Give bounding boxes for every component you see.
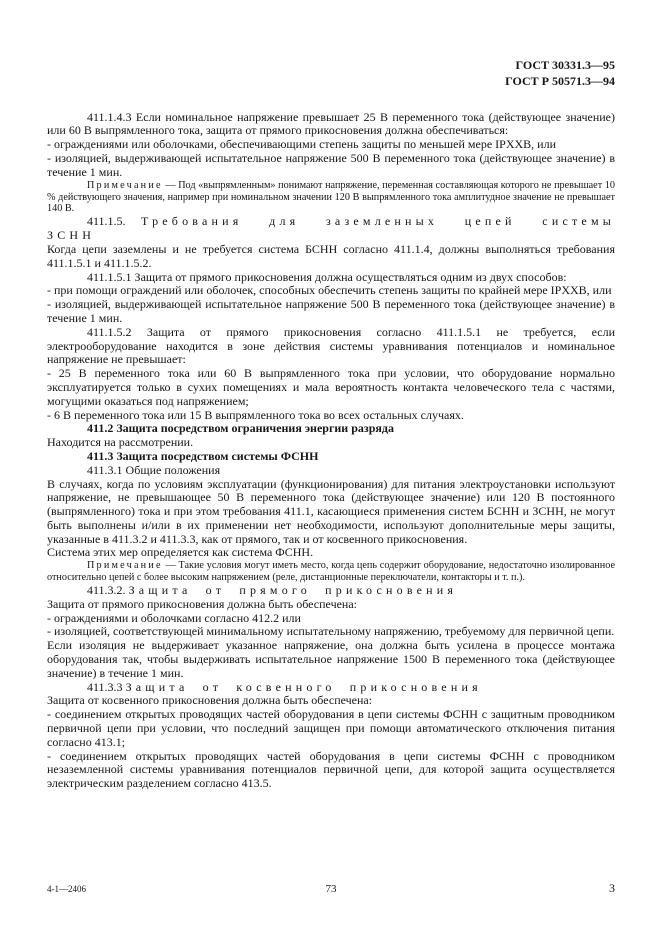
paragraph: Когда цепи заземлены и не требуется система БСНН согласно 411.1.4, должны выполняться требования 411.1.5.1 и 411.1.5.2. [47,241,615,270]
document-header [47,58,615,90]
list-item: - ограждениями или оболочками, обеспечивающими степень защиты по меньшей мере IPXXB, или [47,137,556,152]
note-paragraph: Примечание — Под «выпрямленным» понимают напряжение, переменная составляющая которого не превышает 10 % действующего значения, например при номинальном значении 120 В выпрямленного тока амплитудное значение не превышает 140 В. [47,179,615,215]
paragraph: Система этих мер определяется как система ФСНН. [47,545,314,560]
list-item: - соединением открытых проводящих частей оборудования в цепи системы ФСНН с проводником незаземленной системы уравнивания потенциалов первичной цепи, для которой защита осуществляется электрическим разделением согласно 413.5. [47,748,615,791]
paragraph: В случаях, когда по условиям эксплуатации (функционирования) для питания электроустановки используют напряжение, не превышающее 50 В переменного тока (действующее значение) или 120 В постоянного (выпрямленного) тока и при этом требования 411.1, касающиеся применения систем БСНН и ЗСНН, не могут быть выполнены и/или в их применении нет необходимости, используют дополнительные меры защиты, указанные в 411.3.2 и 411.3.3, как от прямого, так и от косвенного прикосновения. [47,476,615,546]
list-item: - изоляцией, выдерживающей испытательное напряжение 500 В переменного тока (действующее значение) в течение 1 мин. [47,297,615,325]
clause-number: 411.1.5. [87,214,141,229]
clause-number: 411.3.2. [87,583,129,598]
list-item: - 25 В переменного тока или 60 В выпрямленного тока при условии, что оборудование нормально эксплуатируется только в сухих помещениях и мала вероятность контакта человеческого тела с частями, могущими оказаться под напряжением; [47,366,615,408]
section-heading: 411.2 Защита посредством ограничения энергии разряда [87,421,394,436]
note-label: Примечание [87,179,163,191]
list-item: - 6 В переменного тока или 15 В выпрямленного тока во всех остальных случаях. [47,407,464,422]
document-footer [47,881,615,896]
clause-title: Требования для заземленных цепей системы ЗСНН [47,214,616,243]
standard-number-1: ГОСТ 30331.3—95 [515,58,615,72]
footer-sheet-number: 73 [325,883,337,895]
list-item: - изоляцией, выдерживающей испытательное напряжение 500 В переменного тока (действующее значение) в течение 1 мин. [47,151,615,179]
note-label: Примечание [87,560,163,572]
paragraph: Защита от прямого прикосновения должна быть обеспечена: [47,596,358,611]
paragraph: 411.3.1 Общие положения [87,462,221,477]
list-item: - изоляцией, соответствующей минимальному испытательному напряжению, требуемому для первичной цепи. [47,624,615,639]
list-item: - соединением открытых проводящих частей оборудования в цепи системы ФСНН с защитным проводником первичной цепи при условии, что последний защищен при помощи автоматического отключения питания согласно 413.1; [47,707,615,749]
clause-title: Защита от косвенного прикосновения [125,679,482,694]
note-paragraph: Примечание — Такие условия могут иметь место, когда цепь содержит оборудование, недостаточно изолированное относительно цепей с более высоким напряжением (реле, дистанционные переключатели, контакторы и т. п.). [47,560,615,584]
standard-number-2: ГОСТ Р 50571.3—94 [505,73,615,88]
paragraph: 411.1.5.2 Защита от прямого прикосновения согласно 411.1.5.1 не требуется, если электрооборудование находится в зоне действия системы уравнивания потенциалов и номинальное напряжение не превышает: [47,324,615,367]
list-item: - при помощи ограждений или оболочек, способных обеспечить степень защиты по крайней мере IPXXB, или [47,283,612,298]
document-body [47,111,615,791]
section-heading: 411.3 Защита посредством системы ФСНН [87,448,319,463]
section-heading [47,215,615,243]
footer-print-code: 4-1—2406 [47,884,86,894]
paragraph: Если изоляция не выдерживает указанное напряжение, она должна быть усилена в процессе монтажа оборудования так, чтобы выдерживать испытательное напряжение 1500 В переменного тока (действующее значение) в течение 1 мин. [47,638,615,680]
paragraph: 411.1.4.3 Если номинальное напряжение превышает 25 В переменного тока (действующее значение) или 60 В выпрямленного тока, защита от прямого прикосновения должна обеспечиваться: [47,109,615,138]
paragraph: 411.1.5.1 Защита от прямого прикосновения должна осуществляться одним из двух способов: [87,269,567,284]
section-heading [47,584,615,598]
list-item: - ограждениями и оболочками согласно 412.2 или [47,610,301,625]
section-heading [47,681,615,695]
paragraph: Находится на рассмотрении. [47,435,194,450]
clause-title: Защита от прямого прикосновения [128,583,458,598]
paragraph: Защита от косвенного прикосновения должна быть обеспечена: [47,693,373,708]
clause-number: 411.3.3 [87,679,126,694]
footer-page-number: 3 [608,881,615,895]
